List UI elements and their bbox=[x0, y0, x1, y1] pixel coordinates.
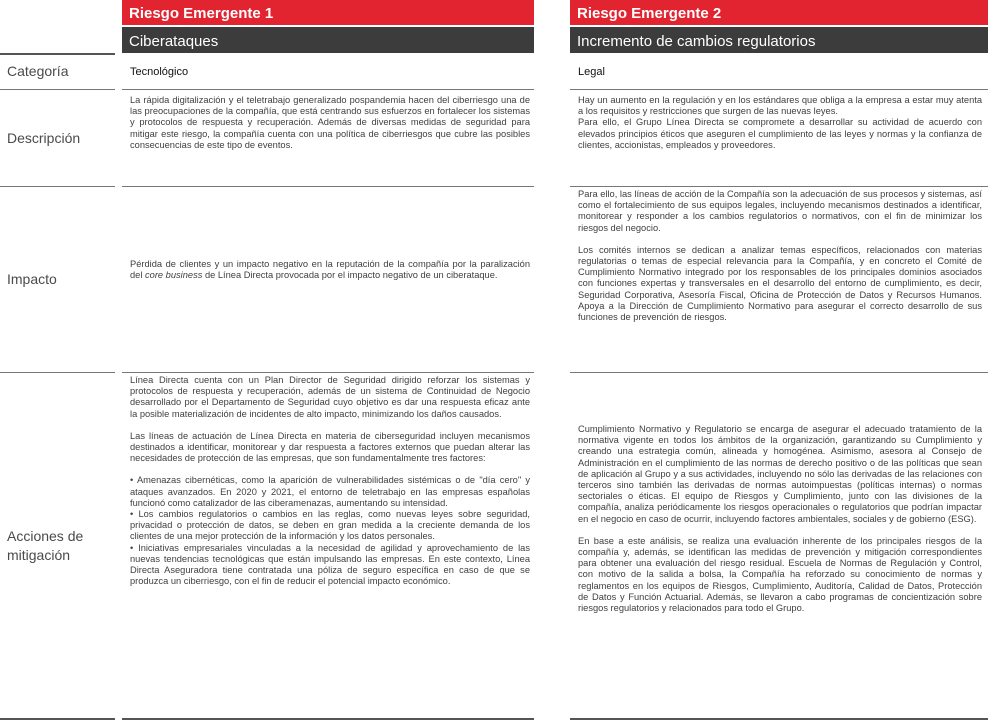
risk2-category: Legal bbox=[578, 66, 605, 78]
risk1-mitigation-b3: • Iniciativas empresariales vinculadas a la necesidad de agilidad y aprovechamiento de las nuevas tendencias tecnológicas que están impulsando las empresas. En este contexto, Línea Directa Aseguradora tiene contratada una póliza de seguro específica en caso de que se produzca un ciberriesgo, con el fin de reducir el potencial impacto económico. bbox=[130, 542, 530, 587]
risk2-description bbox=[578, 95, 982, 151]
divider bbox=[0, 718, 115, 720]
divider bbox=[570, 372, 988, 373]
risk1-description-text: La rápida digitalización y el teletrabajo generalizado pospandemia hacen del ciberriesgo una de las preocupaciones de la compañía, que está centrando sus esfuerzos en fortalecer los sistemas y protocolos de respuesta y recuperación. Además de diversas medidas de seguridad para mitigar este riesgo, la compañía cuenta con una política de ciberriesgos que cubre las posibles consecuencias de este tipo de eventos. bbox=[130, 95, 530, 150]
row-label-impact: Impacto bbox=[7, 271, 57, 288]
risk1-mitigation bbox=[130, 375, 530, 587]
divider bbox=[122, 718, 534, 720]
divider bbox=[122, 186, 534, 187]
divider bbox=[570, 186, 988, 187]
risk1-title: Riesgo Emergente 1 bbox=[122, 0, 534, 25]
risk1-impact-after: de Línea Directa provocada por el impacto negativo de un ciberataque. bbox=[202, 270, 498, 281]
divider bbox=[570, 89, 988, 90]
risk1-description bbox=[130, 95, 530, 151]
risk2-title: Riesgo Emergente 2 bbox=[570, 0, 988, 25]
risk1-mitigation-b2: • Los cambios regulatorios o cambios en las reglas, como nuevas leyes sobre seguridad, privacidad o protección de datos, se deben en gran medida a la creciente demanda de los clientes de una mejor protección de la información y los datos personales. bbox=[130, 509, 530, 542]
risk2-impact bbox=[578, 189, 982, 323]
risk1-impact bbox=[130, 259, 530, 281]
risk1-mitigation-b1: • Amenazas cibernéticas, como la aparición de vulnerabilidades sistémicas o de "día cero" y ataques avanzados. En 2020 y 2021, el entorno de teletrabajo en las empresas españolas funcionó como catalizador de las ciberamenazas, aumentando su intensidad. bbox=[130, 475, 530, 508]
risk1-name: Ciberataques bbox=[122, 27, 534, 53]
risk2-description-p1: Hay un aumento en la regulación y en los estándares que obliga a la empresa a estar muy atenta a los requisitos y restricciones que surgen de las nuevas leyes. bbox=[578, 95, 982, 117]
risk1-impact-before: Pérdida de clientes y un impacto negativo en la reputación de la compañía por la paralización del bbox=[130, 259, 530, 281]
risk2-mitigation-p1: Cumplimiento Normativo y Regulatorio se encarga de asegurar el adecuado tratamiento de la normativa vigente en todos los ámbitos de la organización, garantizando su Cumplimiento y creando una estrategia común, alineada y homogénea. Asimismo, asesora al Consejo de Administración en el cumplimiento de las normas de derecho positivo o de las políticas que sean de aplicación al Grupo y a sus actividades, incluyendo no sólo las derivadas de las relaciones con terceros sino también las derivadas de normas autoimpuestas (políticas internas) o normas sectoriales o éticas. El equipo de Riesgos y Cumplimiento, junto con las divisiones de la compañía, analiza periódicamente los riesgos operacionales o regulatorios que podrían impactar en el negocio en caso de ocurrir, incluyendo factores ambientales, sociales y de gobierno (ESG). bbox=[578, 424, 982, 524]
risk2-mitigation bbox=[578, 424, 982, 614]
risk1-category: Tecnológico bbox=[130, 66, 189, 78]
risk2-impact-p1: Para ello, las líneas de acción de la Compañía son la adecuación de sus procesos y sistemas, así como el fortalecimiento de sus equipos legales, incluyendo mecanismos destinados a identificar, monitorear y responder a los cambios regulatorios o normativos, con el fin de minimizar los riesgos del negocio. bbox=[578, 189, 982, 233]
risk2-impact-p2: Los comités internos se dedican a analizar temas específicos, relacionados con materias regulatorias o temas de especial relevancia para la Compañía, y en concreto el Comité de Cumplimiento Normativo integrado por los responsables de los principales dominios asociados con funciones expertas y transversales en el desarrollo del entorno de cumplimiento, es decir, Seguridad Corporativa, Asesoría Fiscal, Oficina de Protección de Datos y Recursos Humanos. Apoya a la Dirección de Cumplimiento Normativo para asegurar el correcto desarrollo de sus funciones de prevención de riesgos. bbox=[578, 244, 982, 323]
risk1-impact-italic: core business bbox=[145, 270, 203, 281]
row-label-category: Categoría bbox=[7, 63, 69, 80]
divider bbox=[570, 718, 988, 720]
row-label-mitigation: Acciones de mitigación bbox=[7, 528, 84, 563]
divider bbox=[122, 372, 534, 373]
divider bbox=[122, 89, 534, 90]
risk1-mitigation-p2: Las líneas de actuación de Línea Directa en materia de ciberseguridad incluyen mecanismos destinados a identificar, monitorear y dar respuesta a factores externos que puedan alterar las necesidades de protección de las empresas, que son fundamentalmente tres factores: bbox=[130, 430, 530, 464]
risk2-description-p2: Para ello, el Grupo Línea Directa se compromete a desarrollar su actividad de acuerdo con elevados principios éticos que aseguren el cumplimiento de las leyes y normas y la confianza de clientes, accionistas, empleados y proveedores. bbox=[578, 117, 982, 150]
risk2-name: Incremento de cambios regulatorios bbox=[570, 27, 988, 53]
risk2-mitigation-p2: En base a este análisis, se realiza una evaluación inherente de los principales riesgos de la compañía y, además, se identifican las medidas de prevención y mitigación correspondientes para obtener una evaluación del riesgo residual. Escuela de Normas de Regulación y Control, con motivo de la salida a bolsa, la Compañía ha reforzado su conocimiento de normas y reglamentos en los equipos de Riesgos, Cumplimiento, Auditoría, Calidad de Datos, Protección de Datos y Función Actuarial. Además, se llevaron a cabo programas de concientización sobre riesgos regulatorios y relacionados para todo el Grupo. bbox=[578, 535, 982, 614]
risk1-mitigation-p1: Línea Directa cuenta con un Plan Director de Seguridad dirigido reforzar los sistemas y protocolos de respuesta y recuperación, además de un sistema de Continuidad de Negocio desarrollado por el Departamento de Seguridad cuyo objetivo es dar una respuesta eficaz ante la posible materialización de incidentes de alto impacto, minimizando los daños causados. bbox=[130, 375, 530, 419]
row-label-description: Descripción bbox=[7, 129, 81, 146]
